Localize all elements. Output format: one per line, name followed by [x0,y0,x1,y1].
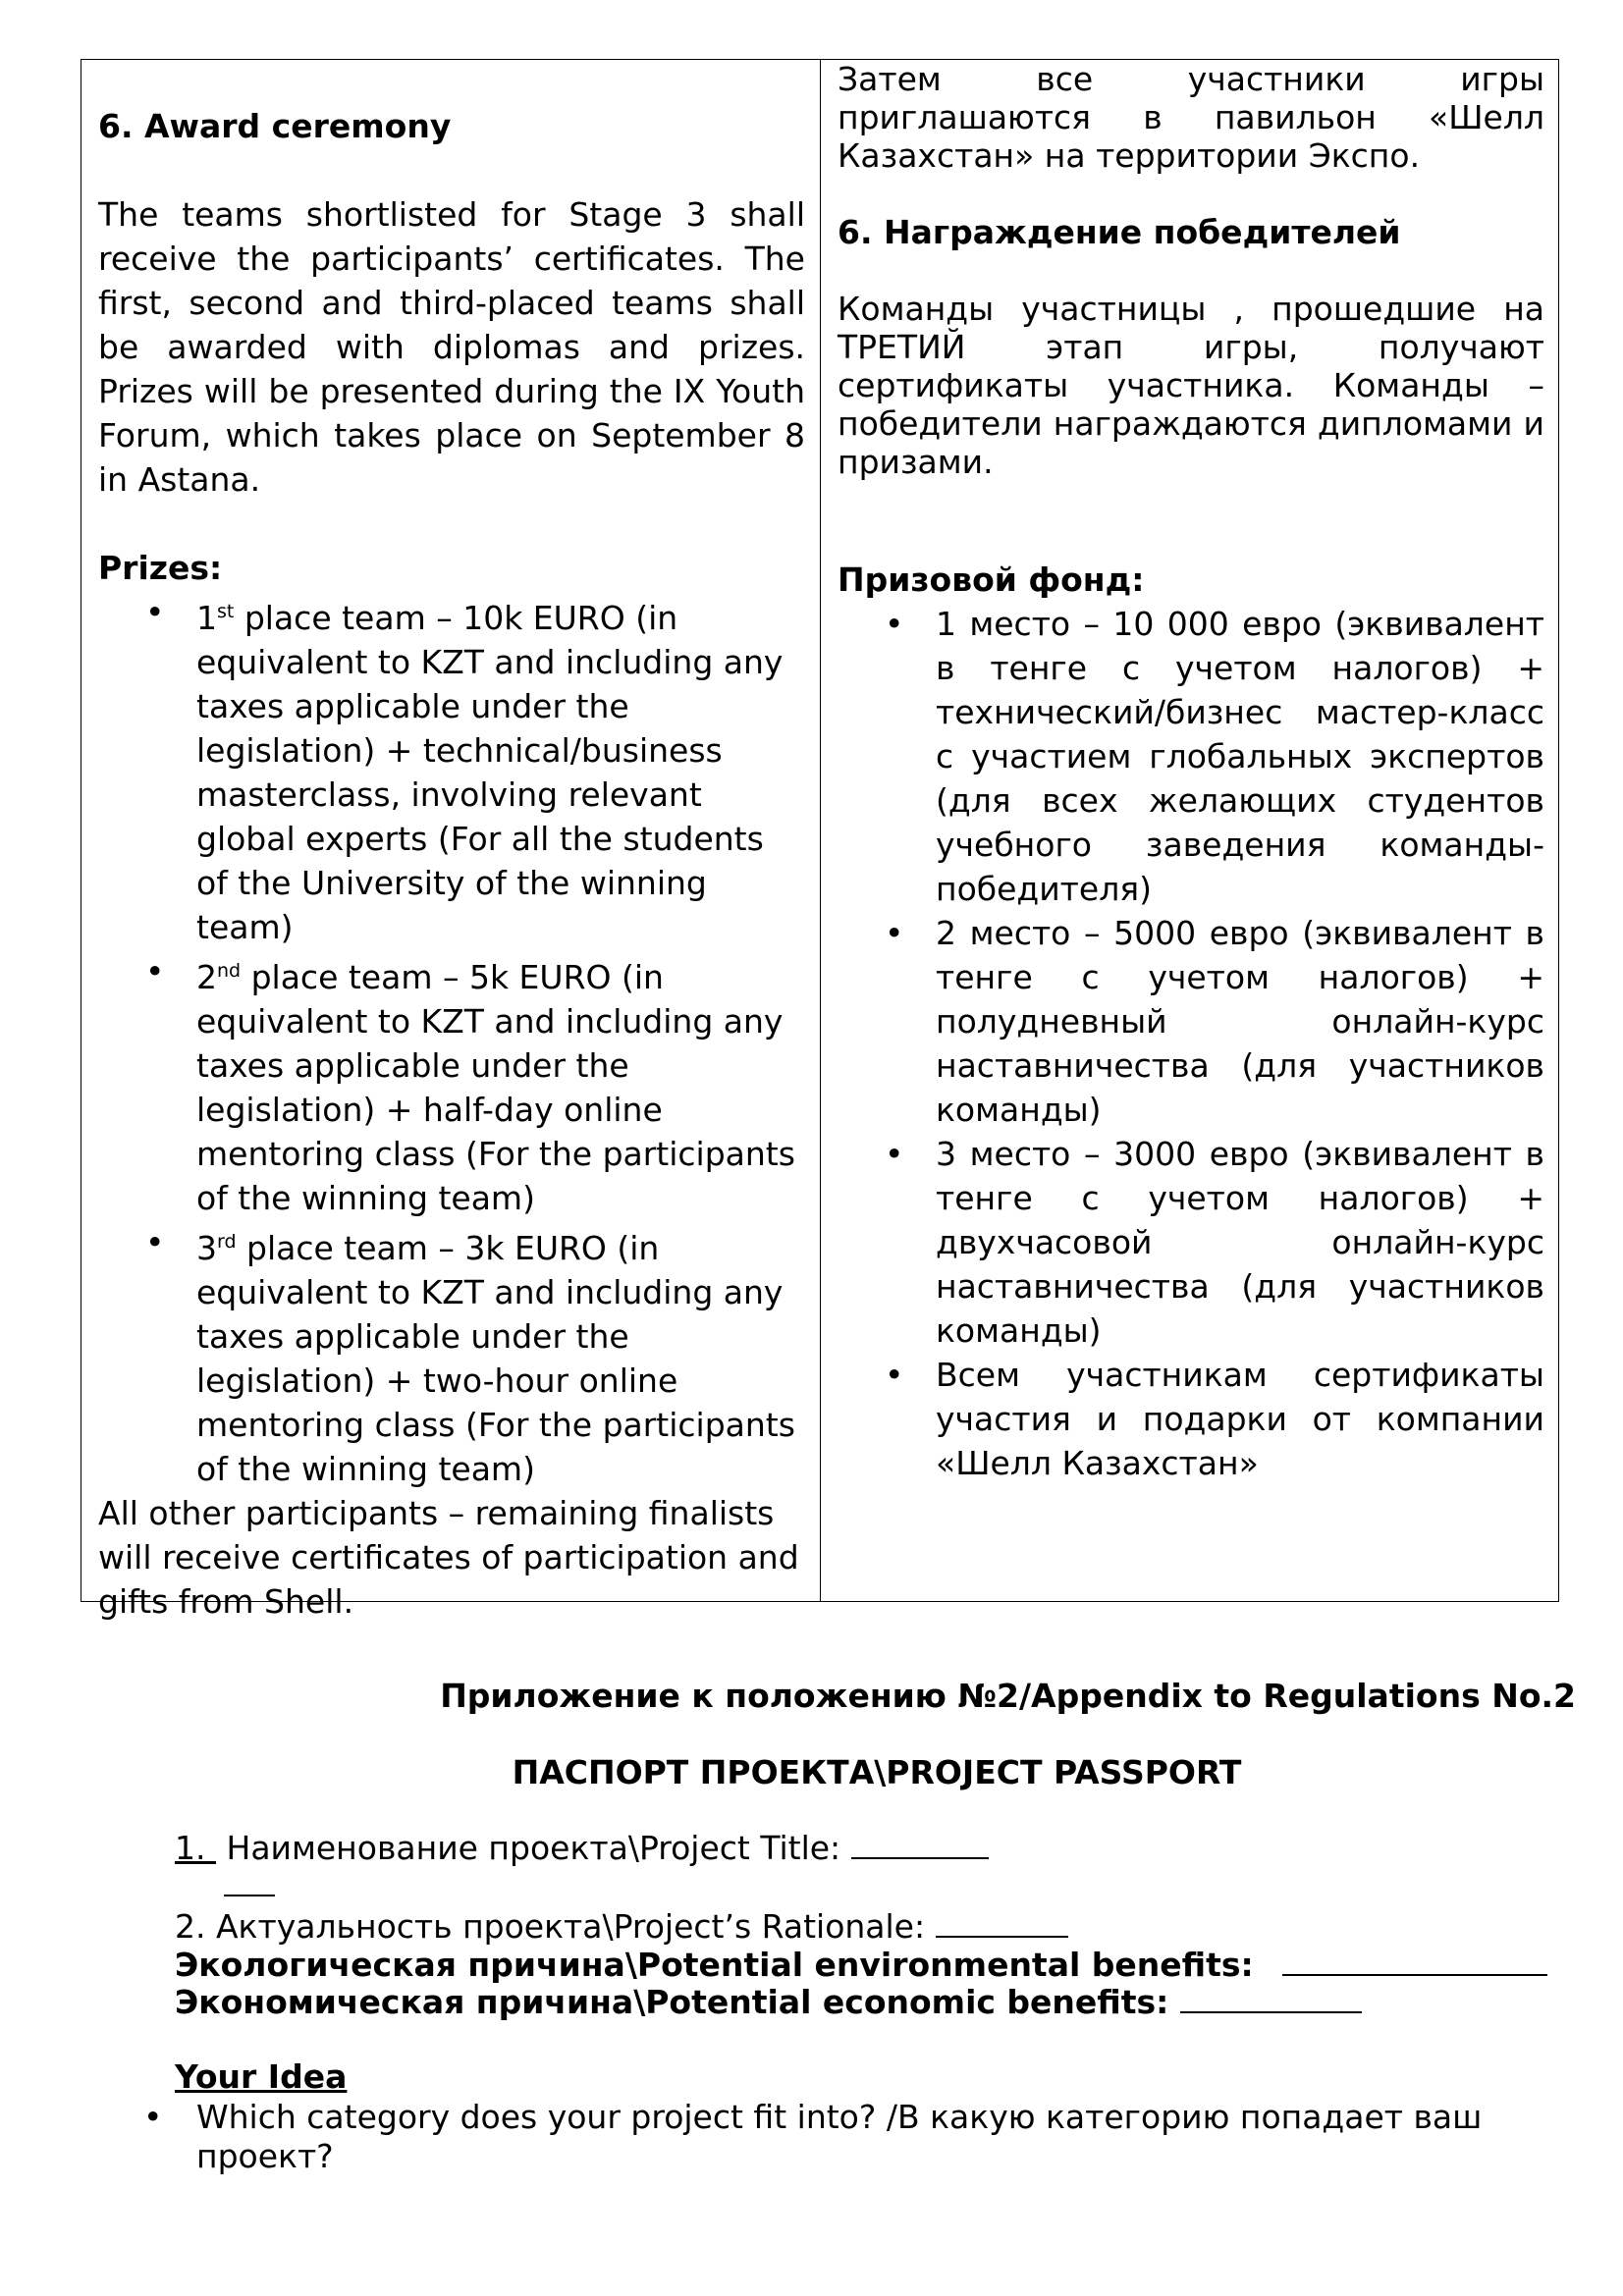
project-title-field [175,1828,989,1868]
environmental-blank[interactable] [1282,1945,1547,1976]
rationale-blank[interactable] [936,1906,1068,1938]
intro-text-ru: Затем все участники игры приглашаются в павильон «Шелл Казахстан» на территории Экспо. [838,60,1544,175]
prize-item-ru: • 2 место – 5000 евро (эквивалент в тенге с учетом налогов) + полудневный онлайн-курс наставничества (для участников команды) [838,911,1544,1132]
prizes-list-ru [838,602,1544,1485]
closing-text-en: All other participants – remaining finalists will receive certificates of participation and gifts from Shell. [98,1494,799,1621]
your-idea-heading: Your Idea [175,2057,348,2096]
award-paragraph-en: The teams shortlisted for Stage 3 shall receive the participants’ certificates. The first, second and third-placed teams shall be awarded with diplomas and prizes. Prizes will be presented during the IX Youth Forum, which takes place on September 8 in Astana. [98,195,805,499]
award-paragraph-ru: Команды участницы , прошедшие на ТРЕТИЙ этап игры, получают сертификаты участника. Команды – победители награждаются дипломами и призами. [838,290,1544,481]
project-title-label: Наименование проекта\Project Title: [226,1829,841,1867]
environmental-label: Экологическая причина\Potential environmental benefits: [175,1946,1254,1984]
award-heading-en: 6. Award ceremony [98,107,452,145]
prize-item-ru: • 1 место – 10 000 евро (эквивалент в тенге с учетом налогов) + технический/бизнес мастер-класс с участием глобальных экспертов (для всех желающих студентов учебного заведения команды-победителя) [838,602,1544,911]
passport-title: ПАСПОРТ ПРОЕКТА\PROJECT PASSPORT [512,1753,1242,1791]
prize-item-en: • 2nd place team – 5k EURO (in equivalent to KZT and including any taxes applicable under the legislation) + half-day online mentoring class (For the participants of the winning team) [98,949,805,1220]
russian-column [838,60,1544,1485]
appendix-title: Приложение к положению №2/Appendix to Regulations No.2 [440,1677,1576,1715]
column-divider [820,60,821,1601]
award-table [81,59,1559,1621]
economic-blank[interactable] [1180,1982,1362,2013]
category-question [143,2098,1518,2176]
environmental-field [175,1945,1547,1985]
economic-field [175,1982,1362,2022]
prizes-list-en [98,590,805,1491]
question-text: Which category does your project fit into? /В какую категорию попадает ваш проект? [196,2098,1483,2175]
prizes-label-en: Prizes: [98,549,223,587]
prize-item-en: • 1st place team – 10k EURO (in equivalent to KZT and including any taxes applicable under the legislation) + technical/business masterclass, involving relevant global experts (For all the students of the University of the winning team) [98,590,805,949]
project-title-blank-continued[interactable] [224,1865,275,1896]
economic-label: Экономическая причина\Potential economic benefits: [175,1983,1169,2021]
rationale-label: 2. Актуальность проекта\Project’s Rationale: [175,1907,926,1946]
bullet-icon: • [143,2098,163,2136]
prize-item-en: • 3rd place team – 3k EURO (in equivalent to KZT and including any taxes applicable under the legislation) + two-hour online mentoring class (For the participants of the winning team) [98,1220,805,1491]
project-title-blank[interactable] [851,1828,989,1859]
prizes-label-ru: Призовой фонд: [838,561,1145,599]
rationale-field [175,1906,1068,1947]
item-number: 1. [175,1829,206,1867]
prize-item-ru: • Всем участникам сертификаты участия и подарки от компании «Шелл Казахстан» [838,1353,1544,1485]
prize-item-ru: • 3 место – 3000 евро (эквивалент в тенге с учетом налогов) + двухчасовой онлайн-курс наставничества (для участников команды) [838,1132,1544,1353]
award-heading-ru: 6. Награждение победителей [838,213,1401,251]
english-column [98,60,805,1624]
